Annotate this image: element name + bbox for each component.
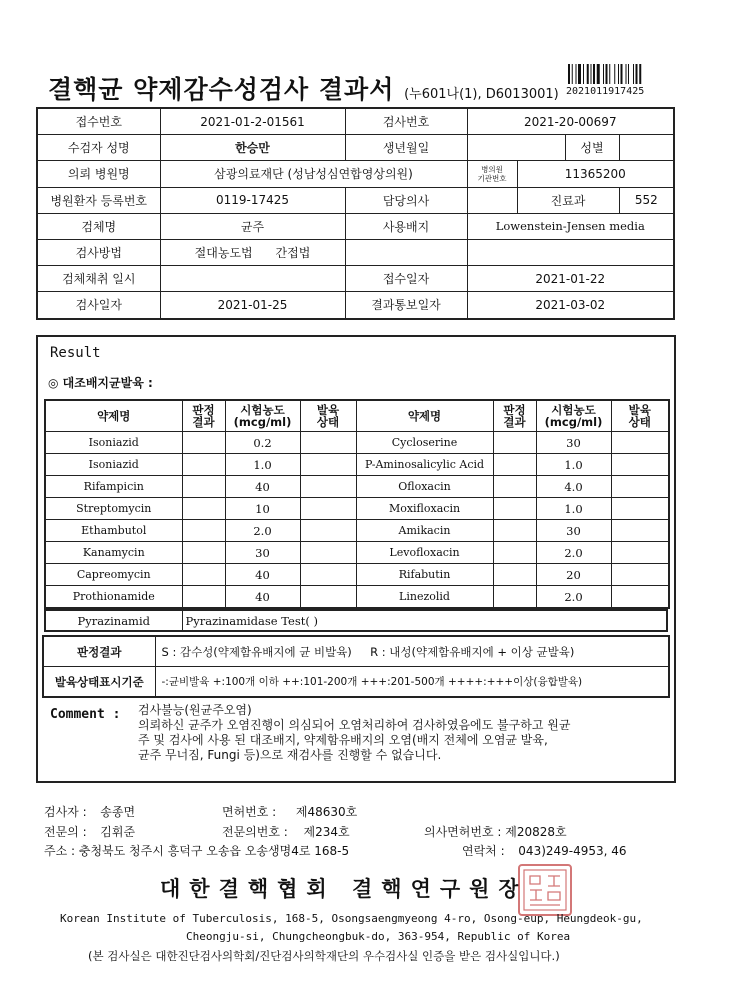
medium-value: Lowenstein-Jensen media [467, 213, 674, 239]
report-date-label: 결과통보일자 [345, 292, 467, 319]
organization-name: 대한결핵협회 결핵연구원장 [160, 876, 528, 901]
growth-cell [611, 454, 669, 476]
phone-label: 연락처 : [462, 844, 505, 858]
result-title: Result [50, 345, 101, 361]
judgement-cell [182, 498, 225, 520]
table-header-row [45, 400, 669, 432]
drug-name: Isoniazid [45, 454, 182, 476]
barcode-bar [591, 64, 592, 84]
dept-label: 진료과 [517, 187, 619, 213]
specialist-label: 전문의 : [44, 825, 87, 839]
col-judgement-right-1: 판정 [503, 403, 526, 417]
concentration-cell: 40 [225, 564, 300, 586]
dob-value [467, 135, 565, 161]
barcode-bar [583, 64, 584, 84]
concentration-cell: 4.0 [536, 476, 611, 498]
col-judgement-2: 결과 [192, 415, 215, 429]
col-growth-right-2: 상태 [628, 415, 651, 429]
method-extra [345, 239, 467, 265]
barcode-bar [626, 64, 627, 84]
doctor-value [467, 187, 517, 213]
concentration-cell: 2.0 [536, 542, 611, 564]
growth-legend-label: 발육상태표시기준 [43, 667, 155, 698]
license-label: 면허번호 : [222, 805, 277, 819]
barcode-bar [633, 64, 634, 84]
doctor-label: 담당의사 [345, 187, 467, 213]
col-judgement [182, 400, 225, 432]
growth-cell [300, 542, 356, 564]
title-text: 결핵균 약제감수성검사 결과서 [48, 75, 395, 104]
license-line [222, 803, 357, 820]
judgement-cell [493, 586, 536, 609]
table-row [45, 432, 669, 454]
concentration-cell: 20 [536, 564, 611, 586]
sex-label: 성별 [565, 135, 619, 161]
barcode-bar [597, 64, 600, 84]
hospital-code-label-2: 기관번호 [477, 173, 507, 183]
judgement-cell [182, 520, 225, 542]
test-date: 2021-01-25 [160, 292, 345, 319]
drug-name: Ofloxacin [356, 476, 493, 498]
comment-line: 주 및 검사에 사용 된 대조배지, 약제함유배지의 오염(배지 전체에 오염균 발육, [138, 733, 548, 747]
address: 충청북도 청주시 흥덕구 오송읍 오송생명4로 168-5 [78, 844, 350, 858]
phone-line [462, 842, 627, 859]
growth-cell [611, 498, 669, 520]
drug-name: Capreomycin [45, 564, 182, 586]
drug-name: Rifabutin [356, 564, 493, 586]
table-row [45, 476, 669, 498]
dept-value: 552 [619, 187, 674, 213]
judgement-cell [182, 432, 225, 454]
col-growth [300, 400, 356, 432]
specimen-label: 검체명 [37, 213, 160, 239]
specialist-no: 제234호 [303, 825, 350, 839]
judgement-cell [493, 520, 536, 542]
judgement-legend [155, 636, 669, 667]
receipt-date-label: 접수일자 [345, 266, 467, 292]
hospital-name: 삼광의료재단 (성남성심연합영상의원) [160, 161, 467, 187]
method-extra-2 [467, 239, 674, 265]
document-title [48, 70, 559, 106]
barcode-bar [587, 64, 589, 84]
drug-name: Rifampicin [45, 476, 182, 498]
col-conc [225, 400, 300, 432]
judgement-cell [493, 432, 536, 454]
growth-cell [300, 432, 356, 454]
doctor-license-label: 의사면허번호 : [424, 825, 502, 839]
col-conc-right [536, 400, 611, 432]
dob-label: 생년월일 [345, 135, 467, 161]
table-row [45, 520, 669, 542]
concentration-cell: 30 [536, 520, 611, 542]
barcode-bar [621, 64, 623, 84]
barcode-bar [603, 64, 604, 84]
concentration-cell: 40 [225, 586, 300, 609]
concentration-cell: 1.0 [225, 454, 300, 476]
reg-no-label: 병원환자 등록번호 [37, 187, 160, 213]
report-date: 2021-03-02 [467, 292, 674, 319]
judgement-cell [182, 564, 225, 586]
table-row [45, 564, 669, 586]
growth-cell [300, 520, 356, 542]
concentration-cell: 10 [225, 498, 300, 520]
concentration-cell: 0.2 [225, 432, 300, 454]
collect-date [160, 266, 345, 292]
barcode-bar [609, 64, 610, 84]
license-number: 제48630호 [295, 805, 358, 819]
test-no-label: 검사번호 [345, 108, 467, 135]
result-section [36, 335, 676, 783]
growth-cell [611, 520, 669, 542]
phone: 043)249-4953, 46 [518, 844, 627, 858]
comment-text [138, 703, 668, 763]
patient-name: 한승만 [160, 135, 345, 161]
drug-name: Linezolid [356, 586, 493, 609]
barcode-bar [614, 64, 615, 84]
col-conc-right-1: 시험농도 [551, 403, 596, 417]
barcode-bar [593, 64, 595, 84]
col-judgement-right [493, 400, 536, 432]
barcode-bar [578, 64, 581, 84]
inspector-name: 송종면 [100, 805, 136, 819]
official-seal-stamp [518, 864, 572, 916]
growth-cell [300, 454, 356, 476]
comment-label: Comment : [50, 707, 121, 722]
comment-line: 검사불능(원균주오염) [138, 703, 252, 717]
concentration-cell: 1.0 [536, 454, 611, 476]
hospital-code: 11365200 [517, 161, 674, 187]
barcode-bar [636, 64, 638, 84]
org-address-en-1: Korean Institute of Tuberculosis, 168-5, Osongsaengmyeong 4-ro, Osong-eup, Heungdeok-gu, [60, 912, 643, 925]
col-conc-1: 시험농도 [240, 403, 285, 417]
judgement-cell [493, 564, 536, 586]
drug-name: Levofloxacin [356, 542, 493, 564]
judgement-cell [493, 476, 536, 498]
barcode-bar [576, 64, 577, 84]
judgement-cell [493, 498, 536, 520]
judgement-cell [182, 586, 225, 609]
col-drug-right: 약제명 [356, 400, 493, 432]
barcode-bar [606, 64, 608, 84]
medium-label: 사용배지 [345, 213, 467, 239]
barcode-bar [618, 64, 619, 84]
concentration-cell: 30 [225, 542, 300, 564]
concentration-cell: 30 [536, 432, 611, 454]
drug-name: Prothionamide [45, 586, 182, 609]
address-label: 주소 : [44, 844, 76, 858]
patient-label: 수검자 성명 [37, 135, 160, 161]
col-conc-right-2: (mcg/ml) [544, 415, 603, 429]
receipt-no: 2021-01-2-01561 [160, 108, 345, 135]
judgement-legend-r: R : 내성(약제함유배지에 + 이상 균발육) [370, 644, 575, 659]
pza-label: Pyrazinamid [45, 610, 182, 631]
collect-date-label: 검체채취 일시 [37, 266, 160, 292]
legend-table [42, 635, 670, 698]
patient-info-table [36, 107, 675, 320]
org-address-en-2: Cheongju-si, Chungcheongbuk-do, 363-954, Republic of Korea [186, 930, 571, 943]
drug-name: Isoniazid [45, 432, 182, 454]
judgement-cell [182, 476, 225, 498]
hospital-code-label-1: 병의원 [481, 164, 503, 174]
barcode-number: 2021011917425 [566, 86, 645, 97]
growth-cell [611, 476, 669, 498]
table-row [45, 542, 669, 564]
method-value [160, 239, 345, 265]
concentration-cell: 2.0 [225, 520, 300, 542]
drug-name: Ethambutol [45, 520, 182, 542]
col-growth-right [611, 400, 669, 432]
growth-legend: -:균비발육 +:100개 이하 ++:101-200개 +++:201-500개 ++++:+++이상(융합발육) [155, 667, 669, 698]
judgement-legend-label: 판정결과 [43, 636, 155, 667]
pza-value: Pyrazinamidase Test( ) [182, 610, 667, 631]
specialist-line [44, 823, 135, 840]
barcode-bar [628, 64, 629, 84]
method-1: 절대농도법 [194, 246, 253, 261]
specialist-name: 김휘준 [100, 825, 136, 839]
method-2: 간접법 [275, 246, 311, 261]
reg-no: 0119-17425 [160, 187, 345, 213]
table-row [45, 586, 669, 609]
col-drug: 약제명 [45, 400, 182, 432]
table-row [45, 454, 669, 476]
col-growth-1: 발육 [316, 403, 340, 417]
col-growth-right-1: 발육 [628, 403, 651, 417]
concentration-cell: 1.0 [536, 498, 611, 520]
judgement-cell [182, 454, 225, 476]
growth-cell [611, 586, 669, 609]
concentration-cell: 2.0 [536, 586, 611, 609]
table-row [45, 498, 669, 520]
barcode [568, 64, 662, 84]
receipt-date: 2021-01-22 [467, 266, 674, 292]
hospital-label: 의뢰 병원명 [37, 161, 160, 187]
drug-name: Streptomycin [45, 498, 182, 520]
comment-line: 의뢰하신 균주가 오염진행이 의심되어 오염처리하여 검사하였음에도 불구하고 원균 [138, 718, 571, 732]
inspector-label: 검사자 : [44, 805, 87, 819]
judgement-cell [182, 542, 225, 564]
col-judgement-1: 판정 [192, 403, 215, 417]
test-no: 2021-20-00697 [467, 108, 674, 135]
judgement-legend-s: S : 감수성(약제함유배지에 균 비발육) [161, 644, 352, 659]
hospital-code-label [467, 161, 517, 187]
growth-cell [611, 432, 669, 454]
title-code: (누601나(1), D6013001) [404, 87, 559, 102]
growth-cell [300, 564, 356, 586]
col-growth-2: 상태 [316, 415, 340, 429]
drug-name: Cycloserine [356, 432, 493, 454]
judgement-cell [493, 542, 536, 564]
col-judgement-right-2: 결과 [503, 415, 526, 429]
receipt-no-label: 접수번호 [37, 108, 160, 135]
growth-cell [300, 586, 356, 609]
drug-name: Moxifloxacin [356, 498, 493, 520]
drug-susceptibility-table [44, 399, 670, 609]
barcode-bar [568, 64, 570, 84]
inspector-line [44, 803, 135, 820]
drug-name: Amikacin [356, 520, 493, 542]
control-growth-title: ◎ 대조배지균발육 : [48, 376, 153, 390]
pyrazinamid-row [44, 609, 668, 632]
growth-cell [300, 476, 356, 498]
specialist-no-line [222, 823, 350, 840]
barcode-bar [572, 64, 573, 84]
sex-value [619, 135, 674, 161]
specimen-value: 균주 [160, 213, 345, 239]
drug-name: Kanamycin [45, 542, 182, 564]
growth-cell [611, 564, 669, 586]
col-conc-2: (mcg/ml) [233, 415, 292, 429]
drug-rows [45, 432, 669, 609]
comment-line: 균주 무너짐, Fungi 등)으로 재검사를 진행할 수 없습니다. [138, 748, 442, 762]
certification-note: (본 검사실은 대한진단검사의학회/진단검사의학재단의 우수검사실 인증을 받은 검사실입니다.) [88, 949, 560, 963]
doctor-license-line [424, 823, 567, 840]
specialist-no-label: 전문의번호 : [222, 825, 288, 839]
address-line [44, 842, 349, 859]
concentration-cell: 40 [225, 476, 300, 498]
growth-cell [300, 498, 356, 520]
judgement-cell [493, 454, 536, 476]
test-date-label: 검사일자 [37, 292, 160, 319]
barcode-bar [639, 64, 641, 84]
drug-name: P-Aminosalicylic Acid [356, 454, 493, 476]
method-label: 검사방법 [37, 239, 160, 265]
doctor-license: 제20828호 [505, 825, 567, 839]
growth-cell [611, 542, 669, 564]
